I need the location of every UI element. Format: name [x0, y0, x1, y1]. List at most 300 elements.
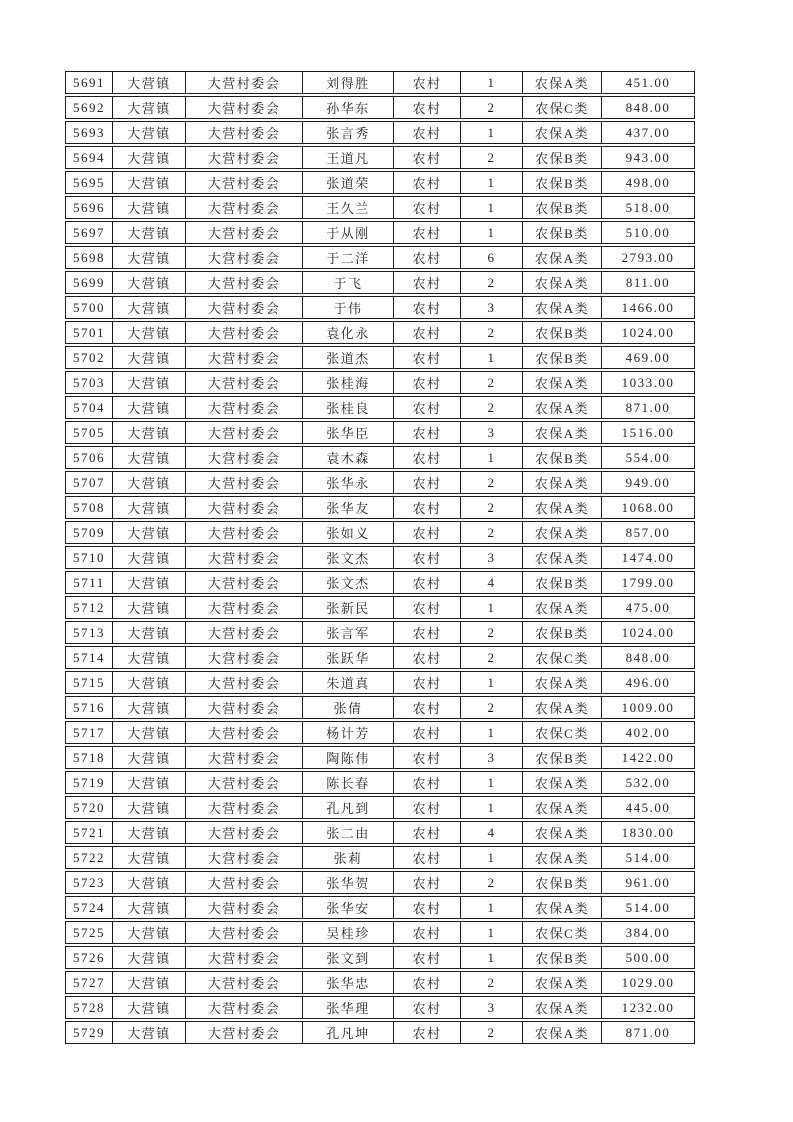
cell-household_type: 农村: [394, 621, 461, 644]
table-row: [65, 296, 695, 319]
cell-person_count: 2: [461, 621, 523, 644]
cell-serial_no: 5711: [65, 571, 113, 594]
cell-town: 大营镇: [113, 846, 186, 869]
table-row: [65, 446, 695, 469]
cell-town: 大营镇: [113, 296, 186, 319]
cell-serial_no: 5708: [65, 496, 113, 519]
cell-name: 于从刚: [303, 221, 394, 244]
table-row: [65, 396, 695, 419]
cell-household_type: 农村: [394, 96, 461, 119]
table-row: [65, 346, 695, 369]
cell-amount: 514.00: [602, 846, 695, 869]
cell-amount: 510.00: [602, 221, 695, 244]
cell-village_committee: 大营村委会: [186, 971, 303, 994]
cell-name: 张华永: [303, 471, 394, 494]
cell-person_count: 1: [461, 171, 523, 194]
cell-village_committee: 大营村委会: [186, 671, 303, 694]
cell-insurance_category: 农保A类: [523, 296, 602, 319]
cell-insurance_category: 农保A类: [523, 71, 602, 94]
cell-serial_no: 5703: [65, 371, 113, 394]
cell-name: 张道杰: [303, 346, 394, 369]
cell-serial_no: 5698: [65, 246, 113, 269]
cell-serial_no: 5701: [65, 321, 113, 344]
cell-insurance_category: 农保A类: [523, 596, 602, 619]
cell-amount: 532.00: [602, 771, 695, 794]
cell-insurance_category: 农保A类: [523, 396, 602, 419]
table-row: [65, 946, 695, 969]
cell-village_committee: 大营村委会: [186, 871, 303, 894]
cell-serial_no: 5696: [65, 196, 113, 219]
cell-household_type: 农村: [394, 821, 461, 844]
cell-household_type: 农村: [394, 921, 461, 944]
cell-household_type: 农村: [394, 796, 461, 819]
cell-person_count: 3: [461, 546, 523, 569]
cell-name: 陈长春: [303, 771, 394, 794]
cell-name: 张桂良: [303, 396, 394, 419]
cell-serial_no: 5717: [65, 721, 113, 744]
cell-insurance_category: 农保B类: [523, 571, 602, 594]
cell-amount: 496.00: [602, 671, 695, 694]
table-row: [65, 721, 695, 744]
cell-amount: 1516.00: [602, 421, 695, 444]
table-row: [65, 546, 695, 569]
cell-insurance_category: 农保A类: [523, 796, 602, 819]
cell-village_committee: 大营村委会: [186, 321, 303, 344]
cell-insurance_category: 农保B类: [523, 946, 602, 969]
cell-serial_no: 5724: [65, 896, 113, 919]
table-body: [65, 71, 695, 1044]
cell-insurance_category: 农保B类: [523, 446, 602, 469]
cell-name: 张新民: [303, 596, 394, 619]
benefit-roster-table: [65, 69, 695, 1046]
cell-serial_no: 5726: [65, 946, 113, 969]
cell-town: 大营镇: [113, 771, 186, 794]
cell-household_type: 农村: [394, 896, 461, 919]
cell-amount: 1466.00: [602, 296, 695, 319]
cell-serial_no: 5692: [65, 96, 113, 119]
cell-town: 大营镇: [113, 596, 186, 619]
table-row: [65, 146, 695, 169]
table-row: [65, 121, 695, 144]
cell-insurance_category: 农保B类: [523, 171, 602, 194]
cell-amount: 2793.00: [602, 246, 695, 269]
cell-person_count: 2: [461, 646, 523, 669]
cell-town: 大营镇: [113, 671, 186, 694]
cell-serial_no: 5718: [65, 746, 113, 769]
cell-name: 张言军: [303, 621, 394, 644]
cell-serial_no: 5702: [65, 346, 113, 369]
cell-insurance_category: 农保A类: [523, 971, 602, 994]
table-row: [65, 321, 695, 344]
cell-amount: 811.00: [602, 271, 695, 294]
table-row: [65, 271, 695, 294]
cell-amount: 518.00: [602, 196, 695, 219]
cell-town: 大营镇: [113, 996, 186, 1019]
table-row: [65, 221, 695, 244]
cell-amount: 857.00: [602, 521, 695, 544]
cell-village_committee: 大营村委会: [186, 96, 303, 119]
cell-serial_no: 5712: [65, 596, 113, 619]
cell-village_committee: 大营村委会: [186, 196, 303, 219]
cell-serial_no: 5713: [65, 621, 113, 644]
table-row: [65, 746, 695, 769]
cell-household_type: 农村: [394, 396, 461, 419]
cell-town: 大营镇: [113, 321, 186, 344]
cell-household_type: 农村: [394, 71, 461, 94]
table-row: [65, 871, 695, 894]
cell-town: 大营镇: [113, 621, 186, 644]
cell-insurance_category: 农保B类: [523, 321, 602, 344]
table-row: [65, 596, 695, 619]
cell-amount: 871.00: [602, 1021, 695, 1044]
cell-village_committee: 大营村委会: [186, 296, 303, 319]
cell-village_committee: 大营村委会: [186, 846, 303, 869]
cell-person_count: 3: [461, 296, 523, 319]
cell-amount: 500.00: [602, 946, 695, 969]
cell-insurance_category: 农保A类: [523, 421, 602, 444]
cell-village_committee: 大营村委会: [186, 996, 303, 1019]
cell-name: 张文杰: [303, 546, 394, 569]
cell-village_committee: 大营村委会: [186, 746, 303, 769]
cell-household_type: 农村: [394, 846, 461, 869]
cell-village_committee: 大营村委会: [186, 471, 303, 494]
cell-name: 朱道真: [303, 671, 394, 694]
table-row: [65, 896, 695, 919]
cell-name: 张莉: [303, 846, 394, 869]
cell-serial_no: 5697: [65, 221, 113, 244]
cell-insurance_category: 农保A类: [523, 821, 602, 844]
cell-person_count: 2: [461, 271, 523, 294]
cell-person_count: 1: [461, 796, 523, 819]
cell-household_type: 农村: [394, 746, 461, 769]
cell-name: 张二由: [303, 821, 394, 844]
cell-name: 张华贺: [303, 871, 394, 894]
cell-town: 大营镇: [113, 721, 186, 744]
cell-town: 大营镇: [113, 546, 186, 569]
cell-amount: 848.00: [602, 96, 695, 119]
cell-household_type: 农村: [394, 446, 461, 469]
cell-household_type: 农村: [394, 296, 461, 319]
cell-town: 大营镇: [113, 571, 186, 594]
cell-amount: 445.00: [602, 796, 695, 819]
cell-insurance_category: 农保A类: [523, 896, 602, 919]
table-row: [65, 921, 695, 944]
table-row: [65, 971, 695, 994]
cell-village_committee: 大营村委会: [186, 146, 303, 169]
cell-serial_no: 5707: [65, 471, 113, 494]
cell-household_type: 农村: [394, 146, 461, 169]
cell-serial_no: 5710: [65, 546, 113, 569]
table-row: [65, 571, 695, 594]
cell-insurance_category: 农保A类: [523, 771, 602, 794]
cell-insurance_category: 农保A类: [523, 671, 602, 694]
cell-insurance_category: 农保B类: [523, 871, 602, 894]
cell-serial_no: 5723: [65, 871, 113, 894]
cell-person_count: 1: [461, 671, 523, 694]
cell-insurance_category: 农保C类: [523, 96, 602, 119]
cell-amount: 961.00: [602, 871, 695, 894]
cell-name: 孙华东: [303, 96, 394, 119]
cell-name: 张桂海: [303, 371, 394, 394]
cell-town: 大营镇: [113, 71, 186, 94]
cell-insurance_category: 农保B类: [523, 346, 602, 369]
cell-amount: 469.00: [602, 346, 695, 369]
cell-town: 大营镇: [113, 696, 186, 719]
cell-village_committee: 大营村委会: [186, 71, 303, 94]
cell-name: 张华安: [303, 896, 394, 919]
cell-name: 王久兰: [303, 196, 394, 219]
cell-serial_no: 5719: [65, 771, 113, 794]
cell-household_type: 农村: [394, 871, 461, 894]
cell-insurance_category: 农保A类: [523, 1021, 602, 1044]
cell-serial_no: 5721: [65, 821, 113, 844]
cell-person_count: 6: [461, 246, 523, 269]
cell-serial_no: 5725: [65, 921, 113, 944]
table-row: [65, 646, 695, 669]
cell-town: 大营镇: [113, 871, 186, 894]
cell-amount: 402.00: [602, 721, 695, 744]
cell-person_count: 1: [461, 446, 523, 469]
cell-village_committee: 大营村委会: [186, 396, 303, 419]
table-row: [65, 96, 695, 119]
cell-name: 张华臣: [303, 421, 394, 444]
cell-town: 大营镇: [113, 421, 186, 444]
table-row: [65, 621, 695, 644]
cell-person_count: 1: [461, 896, 523, 919]
cell-person_count: 2: [461, 696, 523, 719]
cell-household_type: 农村: [394, 496, 461, 519]
table-row: [65, 996, 695, 1019]
cell-household_type: 农村: [394, 121, 461, 144]
cell-name: 张华忠: [303, 971, 394, 994]
cell-household_type: 农村: [394, 521, 461, 544]
cell-town: 大营镇: [113, 396, 186, 419]
cell-serial_no: 5709: [65, 521, 113, 544]
cell-town: 大营镇: [113, 221, 186, 244]
cell-serial_no: 5700: [65, 296, 113, 319]
cell-name: 张道荣: [303, 171, 394, 194]
cell-person_count: 1: [461, 121, 523, 144]
cell-amount: 871.00: [602, 396, 695, 419]
cell-name: 张跃华: [303, 646, 394, 669]
cell-amount: 848.00: [602, 646, 695, 669]
cell-village_committee: 大营村委会: [186, 246, 303, 269]
cell-insurance_category: 农保C类: [523, 646, 602, 669]
cell-household_type: 农村: [394, 171, 461, 194]
cell-village_committee: 大营村委会: [186, 946, 303, 969]
table-row: [65, 821, 695, 844]
cell-name: 杨计芳: [303, 721, 394, 744]
cell-person_count: 2: [461, 146, 523, 169]
cell-village_committee: 大营村委会: [186, 1021, 303, 1044]
cell-village_committee: 大营村委会: [186, 921, 303, 944]
cell-serial_no: 5722: [65, 846, 113, 869]
cell-town: 大营镇: [113, 96, 186, 119]
table-row: [65, 671, 695, 694]
cell-town: 大营镇: [113, 346, 186, 369]
cell-household_type: 农村: [394, 421, 461, 444]
cell-amount: 1024.00: [602, 621, 695, 644]
cell-amount: 1422.00: [602, 746, 695, 769]
cell-serial_no: 5716: [65, 696, 113, 719]
cell-serial_no: 5714: [65, 646, 113, 669]
cell-household_type: 农村: [394, 246, 461, 269]
cell-village_committee: 大营村委会: [186, 771, 303, 794]
cell-person_count: 2: [461, 371, 523, 394]
cell-household_type: 农村: [394, 671, 461, 694]
cell-amount: 1033.00: [602, 371, 695, 394]
cell-town: 大营镇: [113, 371, 186, 394]
cell-person_count: 1: [461, 596, 523, 619]
table-row: [65, 246, 695, 269]
cell-insurance_category: 农保B类: [523, 221, 602, 244]
cell-town: 大营镇: [113, 821, 186, 844]
cell-serial_no: 5728: [65, 996, 113, 1019]
cell-town: 大营镇: [113, 946, 186, 969]
cell-person_count: 1: [461, 946, 523, 969]
cell-town: 大营镇: [113, 646, 186, 669]
table-row: [65, 771, 695, 794]
cell-town: 大营镇: [113, 746, 186, 769]
cell-amount: 554.00: [602, 446, 695, 469]
cell-serial_no: 5727: [65, 971, 113, 994]
cell-insurance_category: 农保A类: [523, 996, 602, 1019]
cell-village_committee: 大营村委会: [186, 271, 303, 294]
cell-person_count: 4: [461, 571, 523, 594]
cell-person_count: 2: [461, 321, 523, 344]
cell-person_count: 2: [461, 1021, 523, 1044]
cell-household_type: 农村: [394, 771, 461, 794]
cell-village_committee: 大营村委会: [186, 896, 303, 919]
cell-name: 张文杰: [303, 571, 394, 594]
cell-town: 大营镇: [113, 896, 186, 919]
cell-person_count: 1: [461, 921, 523, 944]
cell-village_committee: 大营村委会: [186, 346, 303, 369]
cell-village_committee: 大营村委会: [186, 696, 303, 719]
cell-amount: 1830.00: [602, 821, 695, 844]
cell-person_count: 2: [461, 496, 523, 519]
cell-town: 大营镇: [113, 196, 186, 219]
cell-amount: 498.00: [602, 171, 695, 194]
table-row: [65, 496, 695, 519]
cell-person_count: 1: [461, 346, 523, 369]
cell-name: 于飞: [303, 271, 394, 294]
cell-name: 张文到: [303, 946, 394, 969]
cell-name: 张华理: [303, 996, 394, 1019]
table-row: [65, 1021, 695, 1044]
table-row: [65, 846, 695, 869]
table-row: [65, 371, 695, 394]
cell-person_count: 1: [461, 71, 523, 94]
cell-person_count: 1: [461, 196, 523, 219]
cell-village_committee: 大营村委会: [186, 521, 303, 544]
cell-name: 袁化永: [303, 321, 394, 344]
cell-village_committee: 大营村委会: [186, 796, 303, 819]
cell-name: 张言秀: [303, 121, 394, 144]
cell-town: 大营镇: [113, 271, 186, 294]
cell-village_committee: 大营村委会: [186, 646, 303, 669]
cell-amount: 1024.00: [602, 321, 695, 344]
cell-village_committee: 大营村委会: [186, 421, 303, 444]
cell-serial_no: 5691: [65, 71, 113, 94]
cell-name: 张倩: [303, 696, 394, 719]
cell-insurance_category: 农保B类: [523, 621, 602, 644]
cell-household_type: 农村: [394, 371, 461, 394]
cell-town: 大营镇: [113, 1021, 186, 1044]
cell-name: 刘得胜: [303, 71, 394, 94]
table-row: [65, 471, 695, 494]
cell-person_count: 4: [461, 821, 523, 844]
cell-serial_no: 5704: [65, 396, 113, 419]
cell-town: 大营镇: [113, 496, 186, 519]
cell-household_type: 农村: [394, 571, 461, 594]
cell-village_committee: 大营村委会: [186, 721, 303, 744]
cell-person_count: 2: [461, 396, 523, 419]
cell-village_committee: 大营村委会: [186, 596, 303, 619]
cell-town: 大营镇: [113, 471, 186, 494]
cell-village_committee: 大营村委会: [186, 496, 303, 519]
cell-village_committee: 大营村委会: [186, 821, 303, 844]
cell-insurance_category: 农保A类: [523, 371, 602, 394]
cell-serial_no: 5693: [65, 121, 113, 144]
cell-insurance_category: 农保A类: [523, 496, 602, 519]
cell-household_type: 农村: [394, 971, 461, 994]
cell-household_type: 农村: [394, 471, 461, 494]
cell-amount: 514.00: [602, 896, 695, 919]
cell-insurance_category: 农保B类: [523, 146, 602, 169]
cell-insurance_category: 农保A类: [523, 271, 602, 294]
table-row: [65, 71, 695, 94]
cell-amount: 437.00: [602, 121, 695, 144]
cell-amount: 475.00: [602, 596, 695, 619]
cell-village_committee: 大营村委会: [186, 546, 303, 569]
cell-household_type: 农村: [394, 346, 461, 369]
cell-amount: 1068.00: [602, 496, 695, 519]
cell-person_count: 2: [461, 96, 523, 119]
cell-insurance_category: 农保B类: [523, 196, 602, 219]
cell-serial_no: 5706: [65, 446, 113, 469]
cell-serial_no: 5729: [65, 1021, 113, 1044]
cell-village_committee: 大营村委会: [186, 221, 303, 244]
cell-amount: 1799.00: [602, 571, 695, 594]
cell-name: 孔凡坤: [303, 1021, 394, 1044]
cell-name: 张如义: [303, 521, 394, 544]
cell-village_committee: 大营村委会: [186, 121, 303, 144]
cell-serial_no: 5705: [65, 421, 113, 444]
cell-serial_no: 5695: [65, 171, 113, 194]
cell-household_type: 农村: [394, 946, 461, 969]
cell-amount: 384.00: [602, 921, 695, 944]
cell-town: 大营镇: [113, 521, 186, 544]
cell-town: 大营镇: [113, 446, 186, 469]
cell-person_count: 2: [461, 871, 523, 894]
cell-household_type: 农村: [394, 196, 461, 219]
table-row: [65, 196, 695, 219]
cell-household_type: 农村: [394, 646, 461, 669]
cell-amount: 949.00: [602, 471, 695, 494]
table-row: [65, 421, 695, 444]
cell-person_count: 3: [461, 996, 523, 1019]
cell-insurance_category: 农保A类: [523, 246, 602, 269]
cell-person_count: 1: [461, 846, 523, 869]
cell-amount: 943.00: [602, 146, 695, 169]
cell-name: 吴桂珍: [303, 921, 394, 944]
cell-insurance_category: 农保B类: [523, 746, 602, 769]
cell-town: 大营镇: [113, 796, 186, 819]
cell-serial_no: 5699: [65, 271, 113, 294]
cell-insurance_category: 农保C类: [523, 921, 602, 944]
cell-town: 大营镇: [113, 171, 186, 194]
